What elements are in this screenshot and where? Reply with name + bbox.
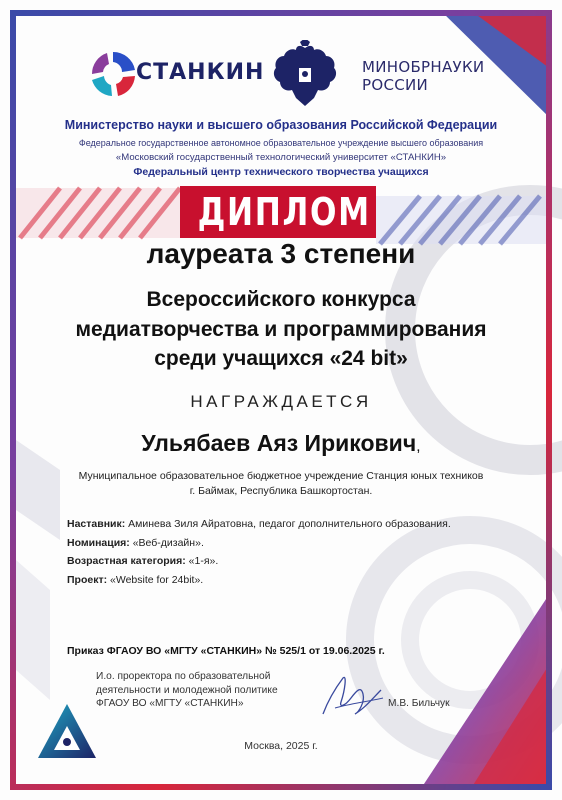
contest-line3: среди учащихся «24 bit» <box>154 347 408 370</box>
organization-line3: «Московский государственный технологический университет «СТАНКИН» <box>115 152 447 163</box>
institution-line2: г. Баймак, Республика Башкортостан. <box>189 485 373 497</box>
laureate-degree: лауреата 3 степени <box>146 238 416 269</box>
details-block <box>67 515 451 589</box>
contest-line1: Всероссийского конкурса <box>146 288 416 311</box>
stankin-logo <box>88 48 265 100</box>
contest-line2: медиатворчества и программирования <box>75 318 487 341</box>
organization-line4: Федеральный центр технического творчества учащихся <box>133 166 429 178</box>
age-row <box>67 552 451 571</box>
nomination-label: Номинация: <box>67 536 130 549</box>
coat-of-arms-icon <box>270 40 340 112</box>
awarded-label: НАГРАЖДАЕТСЯ <box>190 392 372 411</box>
signatory-name: М.В. Бильчук <box>388 698 450 709</box>
organization-line1: Министерство науки и высшего образования Российской Федерации <box>64 118 498 132</box>
recipient-name <box>20 430 542 457</box>
organization-line2: Федеральное государственное автономное образовательное учреждение высшего образования <box>78 138 484 148</box>
order-reference: Приказ ФГАОУ ВО «МГТУ «СТАНКИН» № 525/1 от 19.06.2025 г. <box>67 645 385 657</box>
project-row <box>67 571 451 590</box>
signatory-line2: деятельности и молодежной политике <box>96 684 278 696</box>
signatory-line1: И.о. проректора по образовательной <box>96 671 271 682</box>
nomination-row <box>67 534 451 553</box>
recipient-name-text: Ульябаев Аяз Ирикович <box>141 430 417 456</box>
stankin-emblem-icon <box>88 48 138 100</box>
diploma-title: ДИПЛОМ <box>197 190 371 234</box>
age-value: «1-я». <box>185 555 219 567</box>
mentor-label: Наставник: <box>67 518 126 530</box>
ministry-logo-line2: РОССИИ <box>362 76 429 94</box>
ministry-logo <box>362 58 484 94</box>
recipient-comma: , <box>416 438 421 455</box>
mentor-value: Аминева Зиля Айратовна, педагог дополнительного образования. <box>125 518 451 530</box>
signatory-title <box>96 670 278 711</box>
nomination-value: «Веб-дизайн». <box>129 536 204 549</box>
signatory-line3: ФГАОУ ВО «МГТУ «СТАНКИН» <box>96 698 244 709</box>
handwritten-signature <box>315 668 390 723</box>
project-value: «Website for 24bit». <box>107 573 204 586</box>
institution-line1: Муниципальное образовательное бюджетное учреждение Станция юных техников <box>78 470 484 482</box>
ministry-logo-line1: МИНОБРНАУКИ <box>362 58 485 76</box>
project-label: Проект: <box>67 573 108 586</box>
stankin-wordmark: СТАНКИН <box>136 60 265 85</box>
city-year: Москва, 2025 г. <box>244 740 318 752</box>
triangle-logo-icon <box>36 700 98 762</box>
mentor-row <box>67 515 451 534</box>
age-label: Возрастная категория: <box>67 555 186 567</box>
